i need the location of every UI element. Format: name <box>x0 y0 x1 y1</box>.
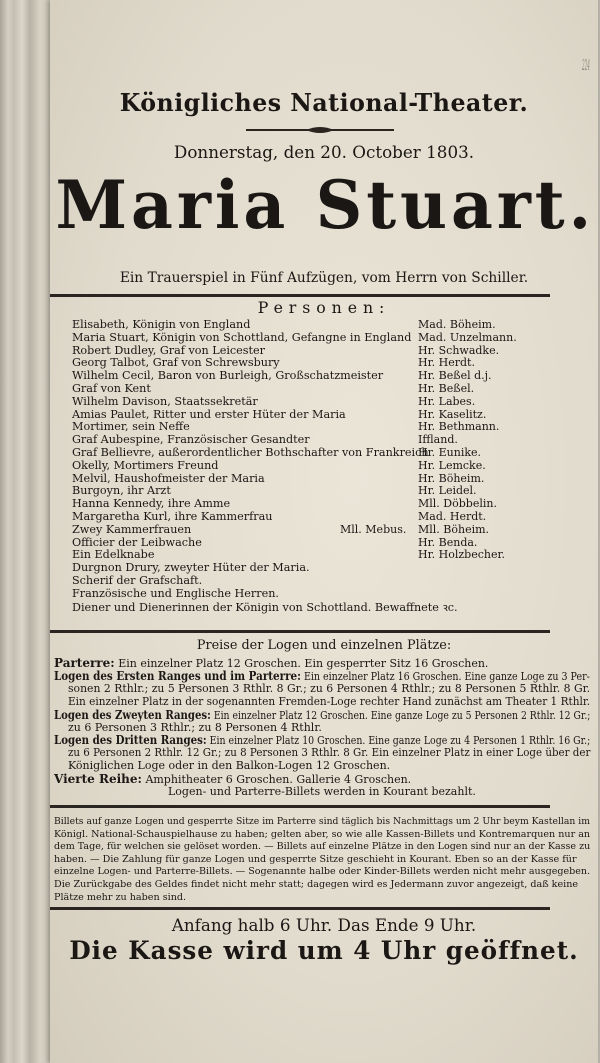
cast-actor: Mad. Böheim. <box>418 318 496 331</box>
cast-role: Elisabeth, Königin von England <box>72 318 251 331</box>
performance-date: Donnerstag, den 20. October 1803. <box>173 143 475 163</box>
cast-role: Scherif der Grafschaft. <box>72 574 203 587</box>
cast-role: Graf Aubespine, Französischer Gesandter <box>72 433 310 447</box>
cast-actor: Mad. Unzelmann. <box>418 330 517 344</box>
cast-actor: Hr. Beßel d.j. <box>418 369 492 383</box>
cast-actor: Hr. Labes. <box>418 394 476 408</box>
cast-role: Ein Edelknabe <box>72 548 155 562</box>
price-category: Parterre: <box>54 656 115 670</box>
cast-actor: Hr. Herdt. <box>418 356 475 370</box>
notice-line: Königl. National-Schauspielhause zu haben; gelten aber, so wie alle Kassen-Billets und Kontremarquen nur an <box>54 828 591 840</box>
notice-line: Die Zurückgabe des Geldes findet nicht mehr statt; dagegen wird es Jedermann zuvor angezeigt, daß keine <box>54 879 579 890</box>
price-row <box>68 682 590 695</box>
personen-heading: Personen: <box>257 298 391 317</box>
cast-actor: Hr. Lemcke. <box>418 458 486 472</box>
cast-role: Graf Bellievre, außerordentlicher Bothschafter von Frankreich <box>72 446 429 459</box>
price-text: Amphitheater 6 Groschen. Gallerie 4 Groschen. <box>145 773 412 787</box>
price-text: Logen- und Parterre-Billets werden in Kourant bezahlt. <box>168 785 476 798</box>
cast-actor: Hr. Leidel. <box>418 484 477 498</box>
cast-role: Robert Dudley, Graf von Leicester <box>72 343 266 357</box>
cast-role: Margaretha Kurl, ihre Kammerfrau <box>72 510 273 523</box>
cast-role: Zwey Kammerfrauen <box>72 522 192 536</box>
divider-rule <box>50 805 550 808</box>
cast-actor: Mll. Döbbelin. <box>418 497 497 511</box>
price-text: Ein einzelner Platz 12 Groschen. Eine ganze Loge zu 5 Personen 2 Rthlr. 12 Gr.; <box>213 708 591 722</box>
price-row <box>54 733 590 747</box>
price-row <box>68 695 590 708</box>
price-category: Logen des Dritten Ranges: <box>54 733 207 748</box>
notice-line: Billets auf ganze Logen und gesperrte Sitze im Parterre sind täglich bis Nachmittags um 2 Uhr beym Kastellan im <box>54 816 590 827</box>
cast-role: Diener und Dienerinnen der Königin von Schottland. Bewaffnete ꝛc. <box>72 600 458 614</box>
cast-role: Amias Paulet, Ritter und erster Hüter der Maria <box>72 407 346 421</box>
cast-actor: Hr. Benda. <box>418 535 478 549</box>
price-text: Ein einzelner Platz 12 Groschen. Ein gesperrter Sitz 16 Groschen. <box>118 657 489 670</box>
price-text: Ein einzelner Platz in der sogenannten Fremden-Loge rechter Hand zunächst am Theater 1 Rthlr. <box>68 694 591 708</box>
start-end-time: Anfang halb 6 Uhr. Das Ende 9 Uhr. <box>171 916 477 936</box>
price-row <box>168 785 476 798</box>
price-category: Logen des Ersten Ranges und im Parterre: <box>54 668 301 683</box>
cast-role: Melvil, Haushofmeister der Maria <box>72 471 265 485</box>
price-row <box>68 746 590 759</box>
cast-role: Mortimer, sein Neffe <box>72 420 190 434</box>
notice-line: haben. — Die Zahlung für ganze Logen und gesperrte Sitze geschieht in Kourant. Eben so an der Kasse für <box>54 853 577 865</box>
price-row <box>68 759 390 772</box>
cast-actor: Iffland. <box>418 433 458 447</box>
cast-role: Französische und Englische Herren. <box>72 586 279 600</box>
cast-role: Okelly, Mortimers Freund <box>72 458 219 472</box>
cast-role: Durgnon Drury, zweyter Hüter der Maria. <box>72 561 310 575</box>
cast-role: Georg Talbot, Graf von Schrewsbury <box>72 356 280 370</box>
price-category: Vierte Reihe: <box>54 772 142 787</box>
cast-actor: Hr. Eunike. <box>418 446 482 459</box>
price-text: Ein einzelner Platz 10 Groschen. Eine ganze Loge zu 4 Personen 1 Rthlr. 16 Gr.; <box>209 734 591 748</box>
cast-role: Graf von Kent <box>72 382 151 395</box>
cast-actor: Mll. Mebus. <box>340 522 407 536</box>
theater-name: Königliches National-Theater. <box>119 88 529 117</box>
cast-role: Maria Stuart, Königin von Schottland, Gefangne in England <box>72 330 412 344</box>
price-category: Logen des Zweyten Ranges: <box>54 707 211 722</box>
divider-rule <box>50 294 550 297</box>
cast-role: Wilhelm Cecil, Baron von Burleigh, Großschatzmeister <box>72 369 384 383</box>
price-row <box>54 772 411 786</box>
cast-actor: Hr. Schwadke. <box>418 343 500 357</box>
ornament-divider <box>246 126 394 134</box>
price-text: Ein einzelner Platz 16 Groschen. Eine ganze Loge zu 3 Per- <box>303 669 590 683</box>
cast-actor: Mll. Böheim. <box>418 522 490 536</box>
cast-actor: Hr. Bethmann. <box>418 420 500 434</box>
page-number: 224 <box>582 56 590 74</box>
price-row <box>68 721 322 734</box>
price-text: zu 6 Personen 2 Rthlr. 12 Gr.; zu 8 Personen 3 Rthlr. 8 Gr. Ein einzelner Platz in einer Loge über der <box>68 746 591 760</box>
prices-heading: Preise der Logen und einzelnen Plätze: <box>196 638 452 653</box>
cast-actor: Hr. Holzbecher. <box>418 548 506 562</box>
cast-role: Burgoyn, ihr Arzt <box>72 484 171 498</box>
price-text: zu 6 Personen 3 Rthlr.; zu 8 Personen 4 Rthlr. <box>68 720 322 734</box>
cast-role: Officier der Leibwache <box>72 535 202 549</box>
cast-actor: Hr. Kaselitz. <box>418 407 487 421</box>
price-text: Königlichen Loge oder in den Balkon-Logen 12 Groschen. <box>68 759 391 773</box>
notice-line: Plätze mehr zu haben sind. <box>54 891 187 903</box>
divider-rule <box>50 907 550 910</box>
play-title: Maria Stuart. <box>55 166 596 244</box>
box-office-opening: Die Kasse wird um 4 Uhr geöffnet. <box>69 936 579 965</box>
playbill-page <box>50 0 598 1063</box>
play-subtitle: Ein Trauerspiel in Fünf Aufzügen, vom Herrn von Schiller. <box>119 270 529 286</box>
price-row <box>54 708 590 722</box>
cast-actor: Hr. Beßel. <box>418 382 475 395</box>
price-row <box>54 669 590 683</box>
notice-line: dem Tage, für welchen sie gelöset worden. — Billets auf einzelne Plätze in den Logen sind nur an der Kasse zu <box>54 841 591 853</box>
price-row <box>54 656 488 670</box>
cast-actor: Hr. Böheim. <box>418 471 485 485</box>
price-text: sonen 2 Rthlr.; zu 5 Personen 3 Rthlr. 8 Gr.; zu 6 Personen 4 Rthlr.; zu 8 Personen 5 Rthlr. 8 Gr. <box>68 681 591 695</box>
cast-actor: Mad. Herdt. <box>418 510 487 523</box>
cast-role: Hanna Kennedy, ihre Amme <box>72 497 231 511</box>
cast-role: Wilhelm Davison, Staatssekretär <box>72 394 258 408</box>
divider-rule <box>50 630 550 633</box>
notice-line: einzelne Logen- und Parterre-Billets. — Sogenannte halbe oder Kinder-Billets werden nicht mehr ausgegeben. <box>54 866 591 878</box>
